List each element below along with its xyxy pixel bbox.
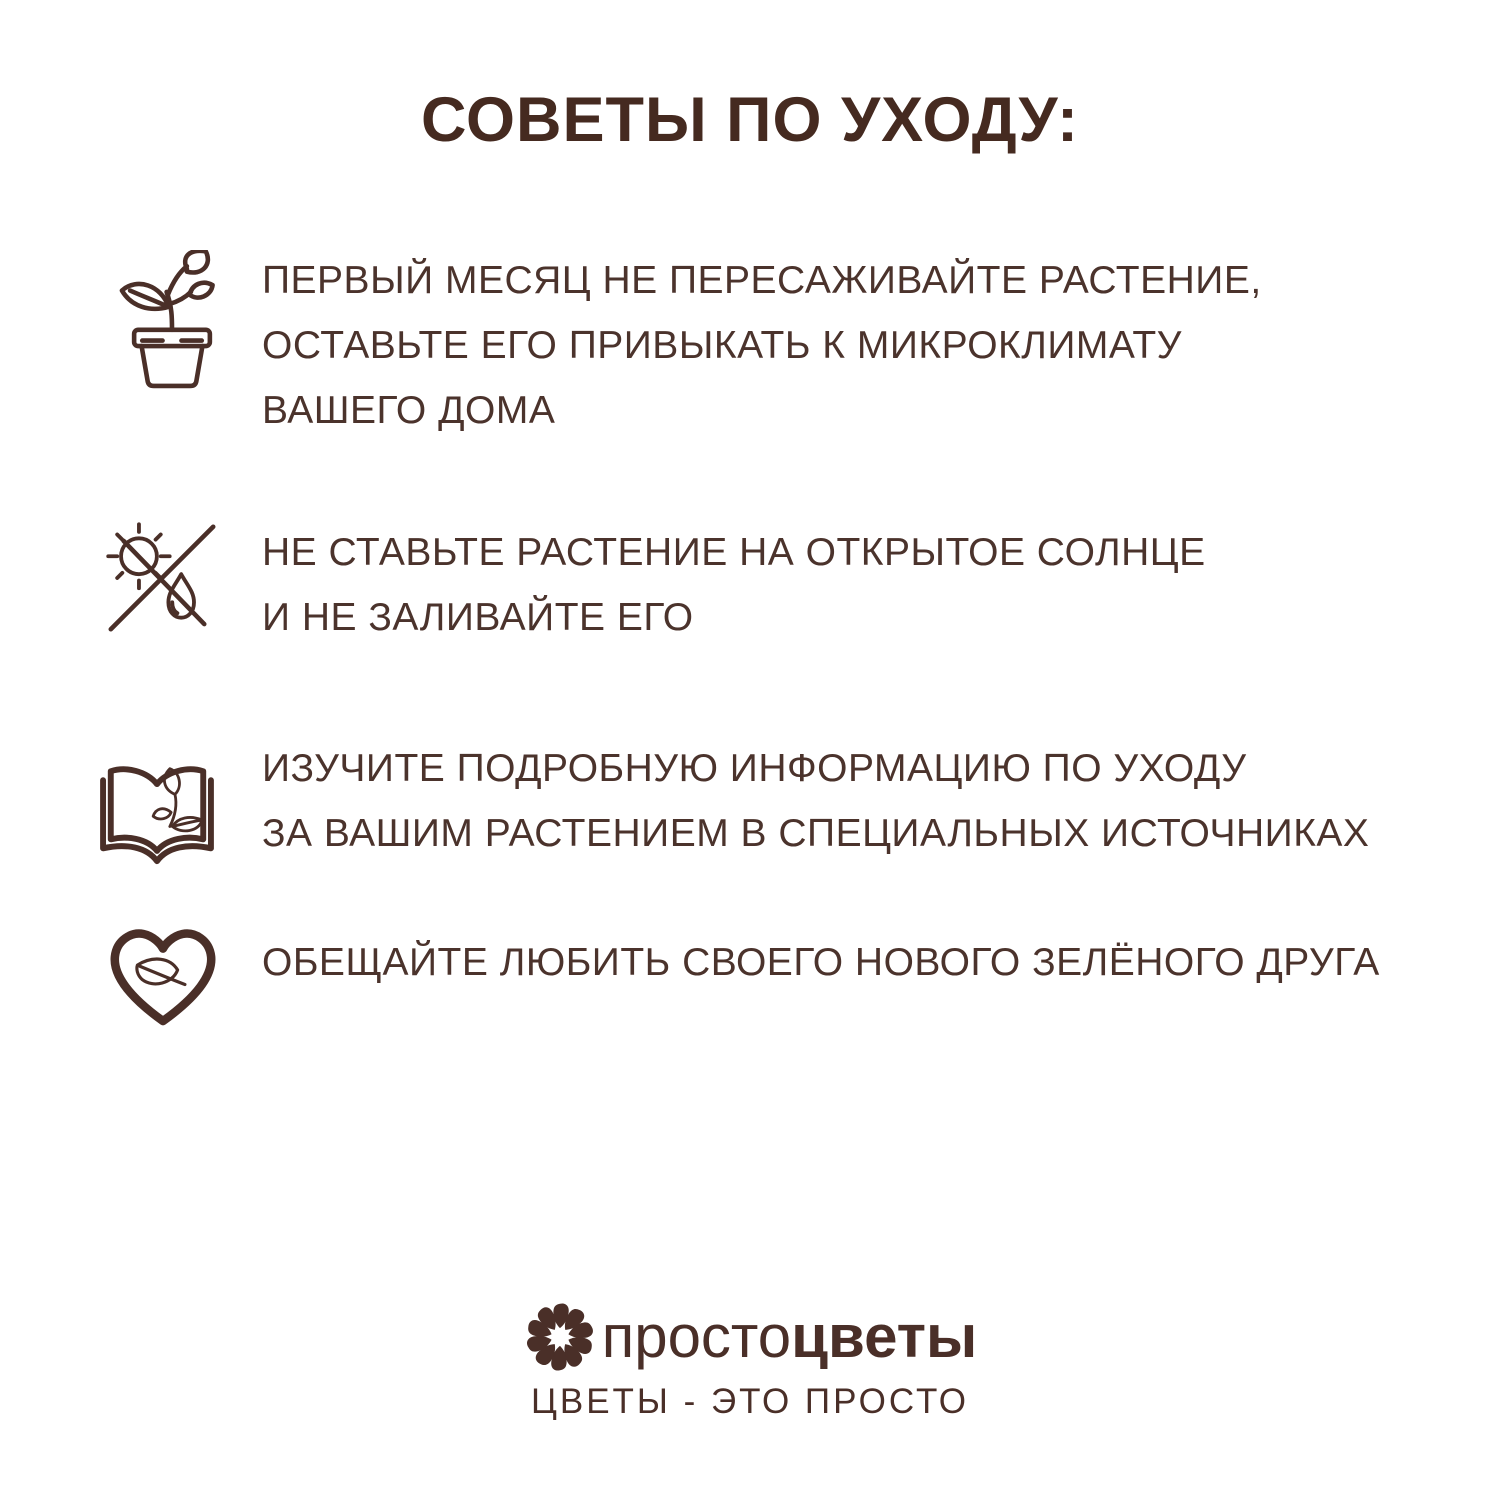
tip-text-read-info	[262, 736, 1369, 866]
tip-line: ОБЕЩАЙТЕ ЛЮБИТЬ СВОЕГО НОВОГО ЗЕЛЁНОГО ДРУГА	[262, 941, 1380, 984]
heart-leaf-icon	[102, 920, 224, 1032]
brand-row	[523, 1300, 978, 1374]
footer-brand	[0, 1300, 1500, 1422]
tip-text-repot	[262, 248, 1262, 443]
tip-line: ЗА ВАШИМ РАСТЕНИЕМ В СПЕЦИАЛЬНЫХ ИСТОЧНИКАХ	[262, 812, 1370, 855]
tip-text-no-sun	[262, 520, 1206, 650]
flower-logo-icon	[523, 1300, 597, 1374]
tip-line: ИЗУЧИТЕ ПОДРОБНУЮ ИНФОРМАЦИЮ ПО УХОДУ	[262, 747, 1247, 790]
tip-line: ПЕРВЫЙ МЕСЯЦ НЕ ПЕРЕСАЖИВАЙТЕ РАСТЕНИЕ,	[262, 259, 1262, 302]
potted-plant-icon	[103, 250, 241, 392]
brand-name-first: просто	[601, 1303, 792, 1370]
no-sun-no-overwater-icon	[98, 514, 226, 642]
brand-tagline: ЦВЕТЫ - ЭТО ПРОСТО	[530, 1382, 970, 1421]
tip-line: НЕ СТАВЬТЕ РАСТЕНИЕ НА ОТКРЫТОЕ СОЛНЦЕ	[262, 531, 1206, 574]
brand-name	[602, 1300, 978, 1374]
open-book-leaf-icon	[88, 752, 226, 874]
page-title: СОВЕТЫ ПО УХОДУ:	[421, 85, 1079, 155]
brand-name-second: цветы	[791, 1303, 978, 1370]
tip-line: И НЕ ЗАЛИВАЙТЕ ЕГО	[262, 596, 694, 639]
tip-line: ВАШЕГО ДОМА	[262, 389, 556, 432]
tip-text-love-plant	[262, 930, 1380, 995]
tip-line: ОСТАВЬТЕ ЕГО ПРИВЫКАТЬ К МИКРОКЛИМАТУ	[262, 324, 1182, 367]
